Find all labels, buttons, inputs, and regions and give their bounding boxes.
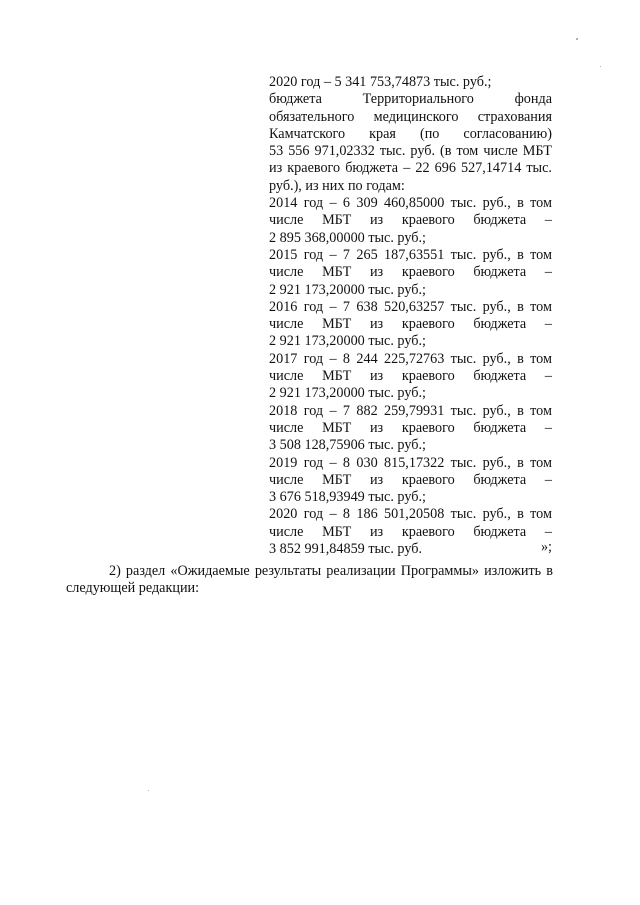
budget-line: числе МБТ из краевого бюджета –	[269, 264, 552, 281]
paragraph-line-1: 2) раздел «Ожидаемые результаты реализации Программы» изложить в	[109, 563, 553, 579]
budget-line: 2019 год – 8 030 815,17322 тыс. руб., в том	[269, 454, 552, 471]
paragraph-line-2: следующей редакции:	[66, 580, 200, 597]
budget-line: числе МБТ из краевого бюджета –	[269, 212, 552, 229]
budget-text-block	[269, 74, 552, 558]
budget-line: 2018 год – 7 882 259,79931 тыс. руб., в том	[269, 402, 552, 419]
budget-line: числе МБТ из краевого бюджета –	[269, 368, 552, 385]
budget-line: 2016 год – 7 638 520,63257 тыс. руб., в том	[269, 298, 552, 315]
budget-line: из краевого бюджета – 22 696 527,14714 тыс.	[269, 160, 552, 177]
budget-line: 2014 год – 6 309 460,85000 тыс. руб., в том	[269, 195, 552, 212]
budget-line: 2 895 368,00000 тыс. руб.;	[269, 229, 426, 246]
budget-line: 2015 год – 7 265 187,63551 тыс. руб., в том	[269, 246, 552, 263]
budget-line: 2020 год – 5 341 753,74873 тыс. руб.;	[269, 74, 492, 90]
scan-speck	[576, 38, 578, 40]
budget-line: 3 676 518,93949 тыс. руб.;	[269, 489, 426, 506]
scan-speck	[600, 66, 601, 67]
budget-line: обязательного медицинского страхования	[269, 108, 552, 125]
budget-line: числе МБТ из краевого бюджета –	[269, 316, 552, 333]
budget-line: 2020 год – 8 186 501,20508 тыс. руб., в том	[269, 506, 552, 523]
budget-line: числе МБТ из краевого бюджета –	[269, 419, 552, 436]
budget-line: Камчатского края (по согласованию)	[269, 125, 552, 142]
budget-line: 2 921 173,20000 тыс. руб.;	[269, 333, 426, 350]
amendment-paragraph	[66, 563, 553, 598]
closing-quote-mark: »;	[540, 539, 552, 555]
budget-line: 53 556 971,02332 тыс. руб. (в том числе МБТ	[269, 143, 552, 160]
budget-line: числе МБТ из краевого бюджета –	[269, 523, 552, 540]
budget-line: 2017 год – 8 244 225,72763 тыс. руб., в том	[269, 350, 552, 367]
budget-line: числе МБТ из краевого бюджета –	[269, 471, 552, 488]
budget-line: бюджета Территориального фонда	[269, 91, 552, 108]
budget-line: 3 852 991,84859 тыс. руб.	[269, 541, 423, 558]
budget-line: 2 921 173,20000 тыс. руб.;	[269, 385, 426, 402]
budget-line: руб.), из них по годам:	[269, 177, 405, 194]
scan-speck	[148, 790, 149, 791]
budget-line: 3 508 128,75906 тыс. руб.;	[269, 437, 426, 454]
budget-line: 2 921 173,20000 тыс. руб.;	[269, 281, 426, 298]
